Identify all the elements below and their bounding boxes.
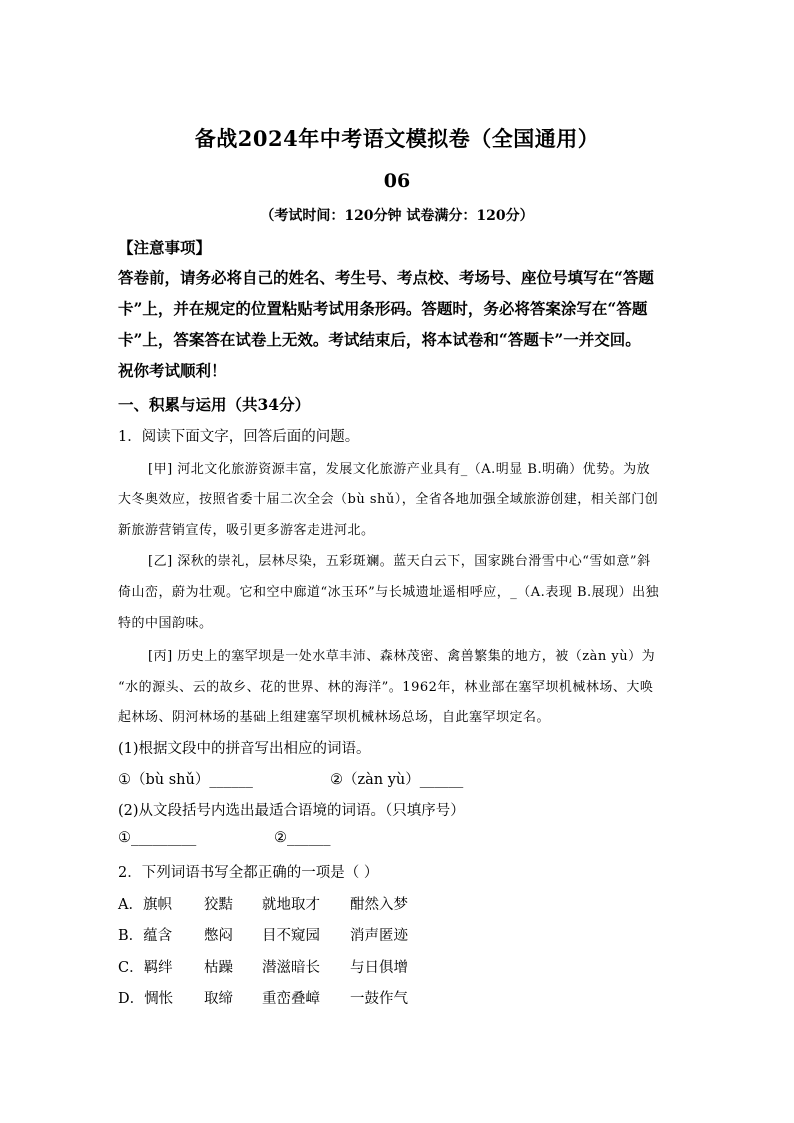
option-b-word: 消声匿迹 [350, 928, 408, 944]
section-heading: 一、积累与运用（共34分） [118, 395, 311, 414]
option-c-word: 枯躁 [204, 960, 233, 976]
option-c-word: 与日俱增 [350, 960, 408, 976]
subquestion-2: (2)从文段括号内选出最适合语境的词语。（只填序号） [118, 803, 465, 819]
passage-line: [乙] 深秋的崇礼，层林尽染，五彩斑斓。蓝天白云下，国家跳台滑雪中心“雪如意”斜 [148, 554, 651, 569]
passage-line: [丙] 历史上的塞罕坝是一处水草丰沛、森林茂密、禽兽繁集的地方，被（zàn yù）为 [148, 649, 656, 664]
question-1-stem: 1．阅读下面文字，回答后面的问题。 [118, 429, 360, 445]
passage-line: “水的源头、云的故乡、花的世界、林的海洋”。1962年，林业部在塞罕坝机械林场、大唤 [118, 680, 654, 695]
exam-number: 06 [383, 170, 411, 192]
option-a-word: 狡黠 [204, 897, 233, 913]
answer-blank: ①（bù shǔ）______ [118, 772, 253, 788]
passage-line: 起林场、阴河林场的基础上组建塞罕坝机械林场总场，自此塞罕坝定名。 [118, 710, 551, 725]
answer-blank: ①_________ [118, 830, 197, 846]
notice-line: 祝你考试顺利！ [118, 361, 227, 380]
passage-line: 大冬奥效应，按照省委十届二次全会（bù shǔ），全省各地加强全域旅游创建，相关部门创 [118, 492, 659, 507]
answer-blank: ②______ [274, 830, 331, 846]
option-a-word: A．旗帜 [118, 897, 172, 913]
passage-line: [甲] 河北文化旅游资源丰富，发展文化旅游产业具有_（A.明显 B.明确）优势。为放 [148, 462, 651, 477]
option-b-word: 憋闷 [204, 928, 233, 944]
answer-blank: ②（zàn yù）______ [330, 772, 464, 788]
option-d-word: 取缔 [204, 991, 233, 1007]
notice-heading: 【注意事项】 [118, 238, 212, 257]
option-a-word: 就地取才 [262, 897, 320, 913]
notice-line: 答卷前，请务必将自己的姓名、考生号、考点校、考场号、座位号填写在“答题 [118, 268, 654, 287]
notice-line: 卡”上，答案答在试卷上无效。考试结束后，将本试卷和“答题卡”一并交回。 [118, 330, 641, 349]
passage-line: 特的中国韵味。 [118, 616, 213, 631]
passage-line: 倚山峦，蔚为壮观。它和空中廊道“冰玉环”与长城遗址遥相呼应，_（A.表现 B.展现）出独 [118, 585, 660, 600]
notice-line: 卡”上，并在规定的位置粘贴考试用条形码。答题时，务必将答案涂写在“答题 [118, 299, 648, 318]
option-d-word: 一鼓作气 [350, 991, 408, 1007]
exam-title: 备战2024年中考语文模拟卷（全国通用） [194, 126, 600, 151]
option-b-word: B．蕴含 [118, 928, 173, 944]
passage-line: 新旅游营销宣传，吸引更多游客走进河北。 [118, 523, 375, 538]
option-b-word: 目不窥园 [262, 928, 320, 944]
option-a-word: 酣然入梦 [350, 897, 408, 913]
exam-info: （考试时间：120分钟 试卷满分：120分） [260, 208, 534, 224]
option-c-word: 潜滋暗长 [262, 960, 320, 976]
subquestion-1: (1)根据文段中的拼音写出相应的词语。 [118, 741, 371, 757]
option-d-word: D．惆怅 [118, 991, 174, 1007]
option-d-word: 重峦叠嶂 [262, 991, 320, 1007]
option-c-word: C．羁绊 [118, 960, 173, 976]
question-2-stem: 2．下列词语书写全都正确的一项是（ ） [118, 865, 379, 881]
